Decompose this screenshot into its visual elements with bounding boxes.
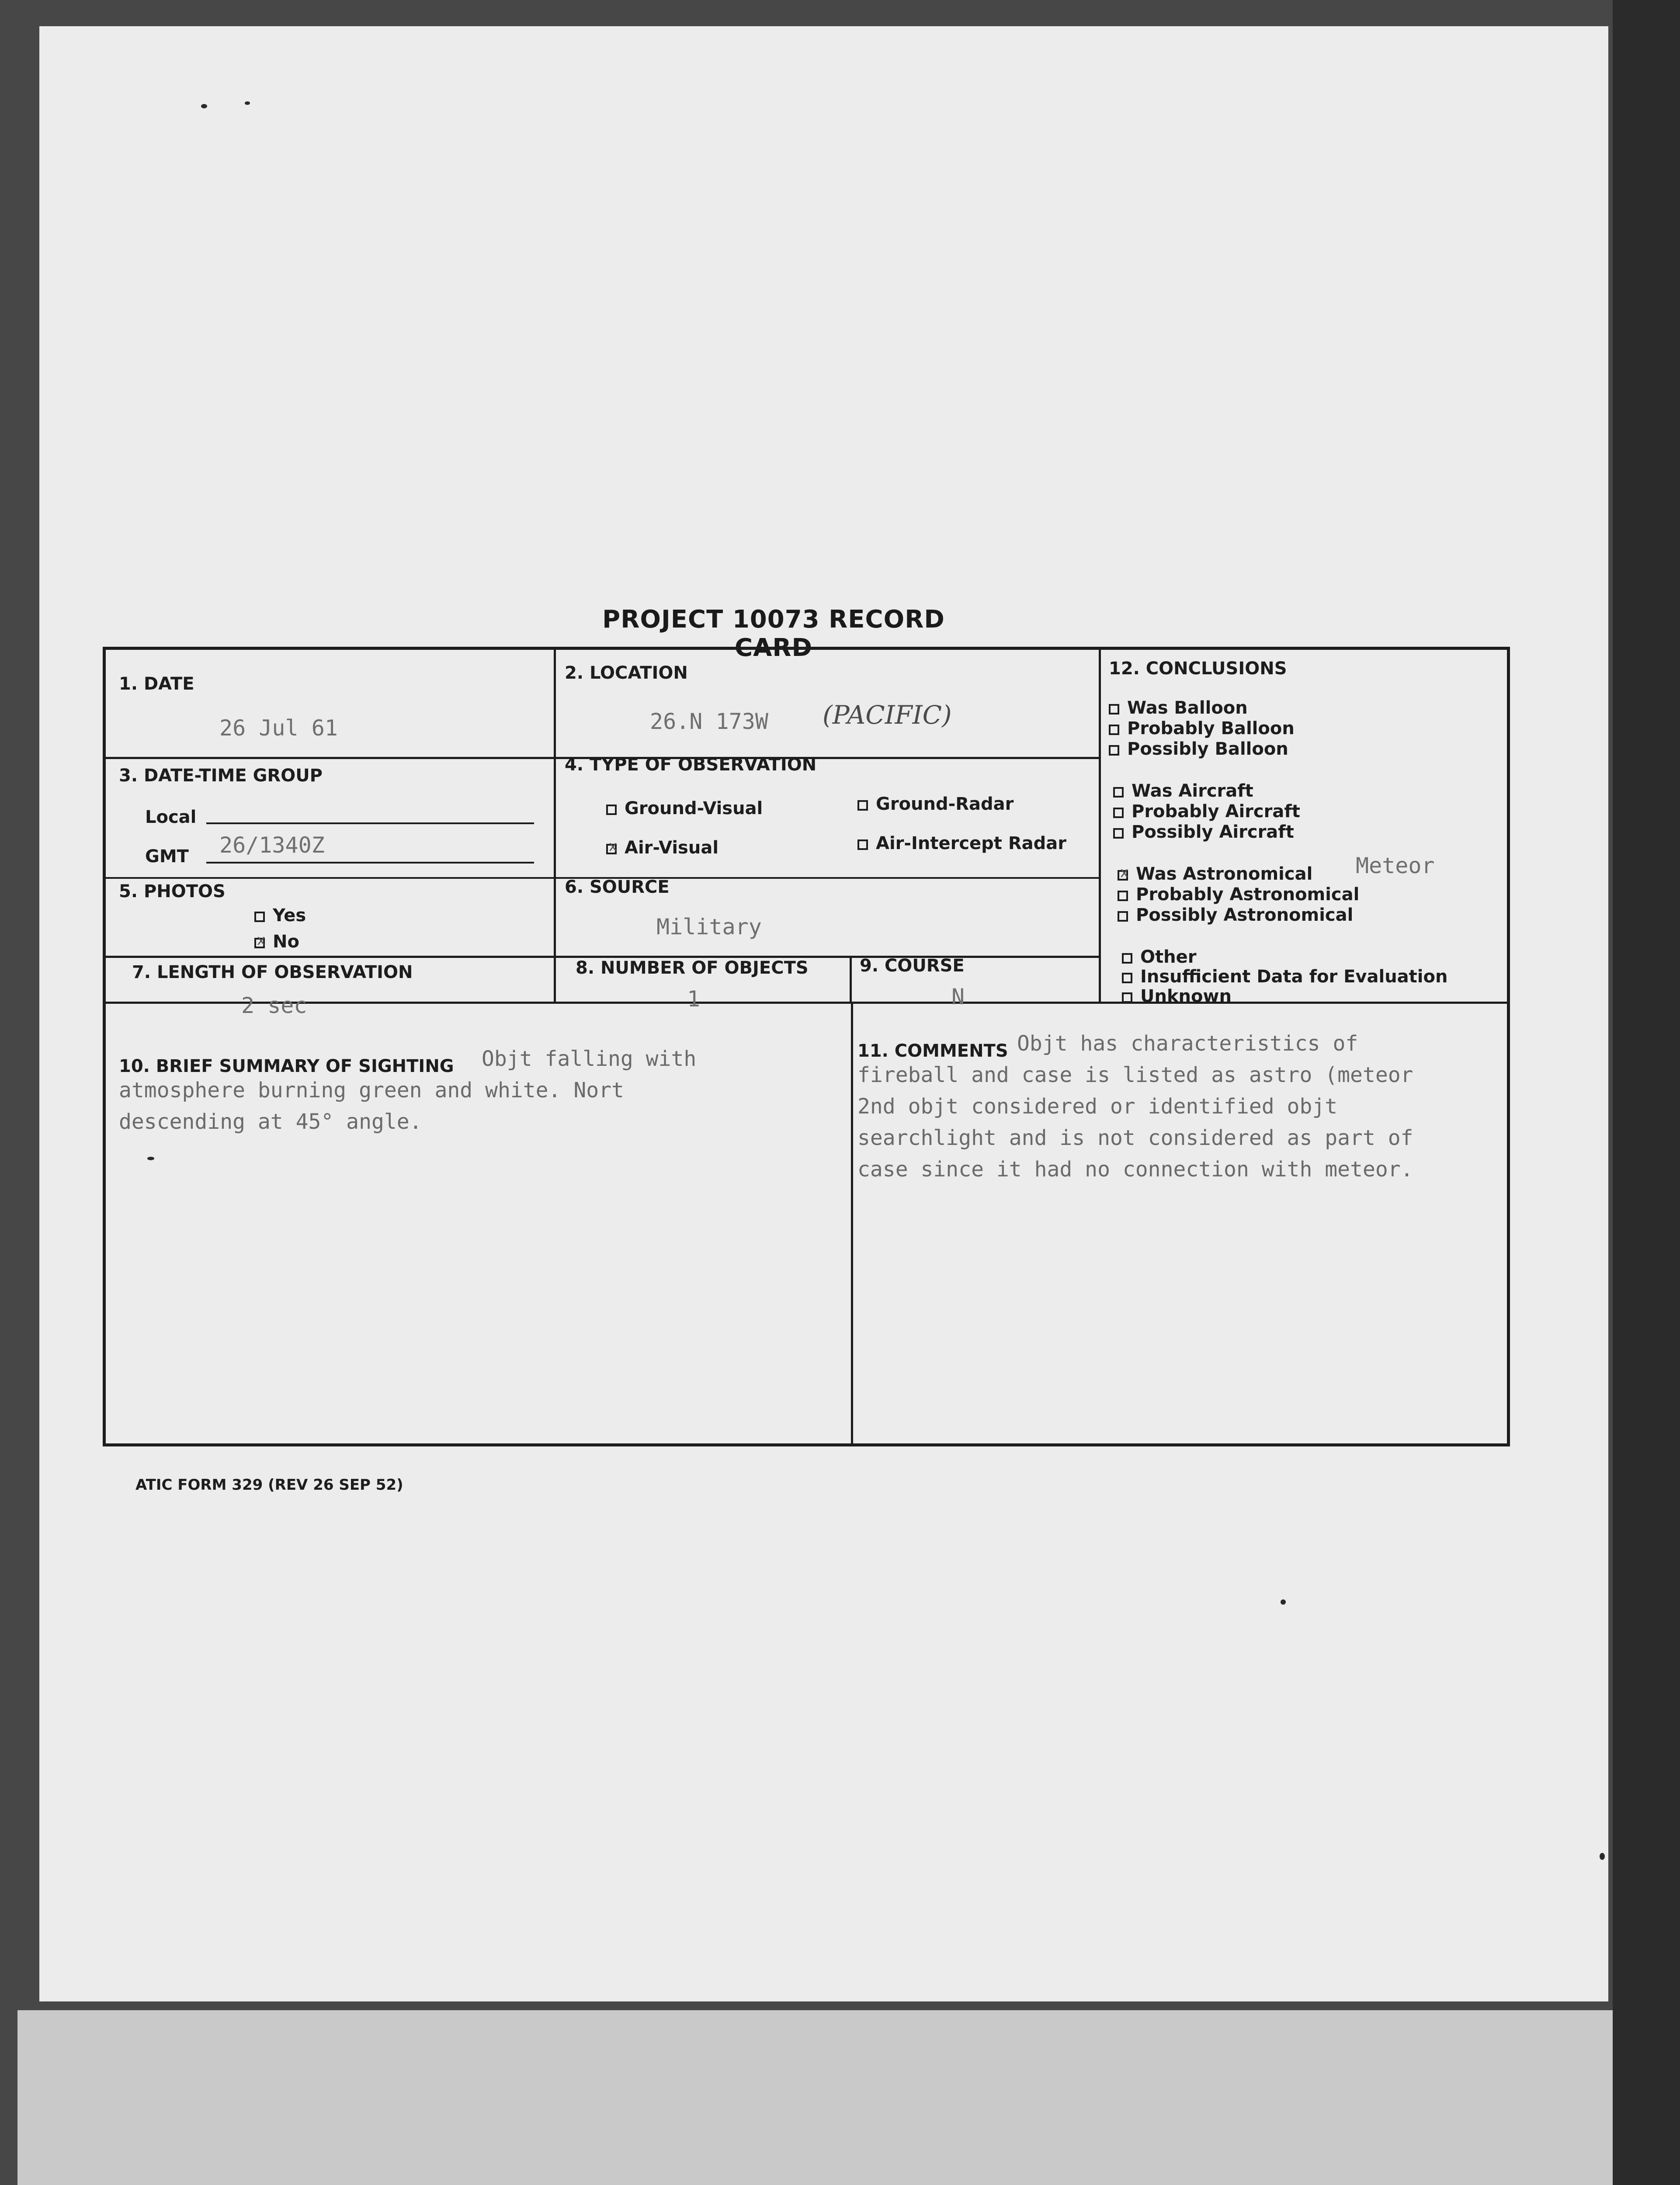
conclusion-probably-aircraft[interactable]: Probably Aircraft	[1113, 801, 1300, 822]
astro-note: Meteor	[1356, 853, 1435, 878]
divider	[851, 1002, 853, 1446]
checkbox-icon	[1113, 787, 1124, 798]
conclusion-probably-balloon[interactable]: Probably Balloon	[1109, 718, 1295, 739]
local-underline	[206, 822, 534, 824]
form-id: ATIC FORM 329 (REV 26 SEP 52)	[135, 1476, 403, 1494]
location-label: 2. LOCATION	[565, 663, 688, 683]
summary-line: descending at 45° angle.	[119, 1110, 422, 1134]
gmt-underline	[206, 862, 534, 864]
conclusion-was-balloon[interactable]: Was Balloon	[1109, 698, 1248, 718]
checkbox-icon	[857, 800, 868, 811]
photos-label: 5. PHOTOS	[119, 881, 226, 902]
date-value: 26 Jul 61	[219, 715, 338, 741]
local-label: Local	[145, 807, 197, 827]
checkbox-icon	[1109, 745, 1119, 756]
length-label: 7. LENGTH OF OBSERVATION	[132, 962, 413, 982]
dtg-label: 3. DATE-TIME GROUP	[119, 766, 323, 786]
location-annotation: (PACIFIC)	[823, 700, 952, 730]
comments-label: 11. COMMENTS	[857, 1041, 1008, 1061]
conclusion-was-aircraft[interactable]: Was Aircraft	[1113, 781, 1253, 801]
checkbox-icon	[1122, 973, 1132, 983]
comments-line: searchlight and is not considered as part of	[857, 1126, 1413, 1150]
speck	[147, 1157, 154, 1160]
card-title: PROJECT 10073 RECORD CARD	[602, 605, 945, 662]
comments-line: fireball and case is listed as astro (meteor	[857, 1063, 1413, 1087]
checked-box-icon	[254, 938, 265, 948]
source-value: Military	[656, 914, 762, 940]
conclusion-possibly-balloon[interactable]: Possibly Balloon	[1109, 739, 1288, 759]
conclusion-was-astronomical[interactable]: xWas Astronomical	[1118, 864, 1312, 884]
option-air-intercept-radar[interactable]: Air-Intercept Radar	[857, 833, 1066, 853]
conclusion-possibly-aircraft[interactable]: Possibly Aircraft	[1113, 822, 1294, 842]
record-card	[103, 647, 1510, 1446]
comments-line: 2nd objt considered or identified objt	[857, 1094, 1338, 1119]
observation-type-label: 4. TYPE OF OBSERVATION	[565, 755, 817, 775]
divider	[850, 956, 852, 1004]
checkbox-icon	[1122, 953, 1132, 964]
option-air-visual[interactable]: xAir-Visual	[606, 838, 719, 858]
length-value: 2 sec	[241, 993, 307, 1018]
checkbox-icon	[606, 805, 617, 815]
lower-sheet-edge	[17, 2010, 1635, 2185]
checkbox-icon	[1118, 891, 1128, 901]
summary-line: atmosphere burning green and white. Nort	[119, 1078, 624, 1103]
course-value: N	[951, 984, 965, 1009]
option-ground-radar[interactable]: Ground-Radar	[857, 794, 1014, 814]
conclusion-probably-astronomical[interactable]: Probably Astronomical	[1118, 884, 1359, 905]
conclusion-insufficient-data[interactable]: Insufficient Data for Evaluation	[1122, 967, 1447, 987]
source-label: 6. SOURCE	[565, 877, 670, 897]
checked-box-icon	[1118, 870, 1128, 881]
summary-label: 10. BRIEF SUMMARY OF SIGHTING	[119, 1056, 454, 1076]
date-label: 1. DATE	[119, 674, 194, 694]
checkbox-icon	[1113, 808, 1124, 818]
conclusion-other[interactable]: Other	[1122, 947, 1196, 967]
divider	[106, 1002, 1509, 1004]
photos-no[interactable]: xNo	[254, 932, 299, 952]
comments-line: Objt has characteristics of	[1017, 1031, 1358, 1056]
conclusion-possibly-astronomical[interactable]: Possibly Astronomical	[1118, 905, 1353, 925]
divider	[554, 650, 556, 1002]
conclusion-unknown[interactable]: Unknown	[1122, 986, 1232, 1006]
divider	[1099, 650, 1101, 1002]
speck	[1281, 1599, 1286, 1605]
checkbox-icon	[1109, 725, 1119, 735]
conclusions-label: 12. CONCLUSIONS	[1109, 659, 1287, 679]
checkbox-icon	[857, 839, 868, 850]
summary-line: Objt falling with	[482, 1047, 697, 1071]
gmt-label: GMT	[145, 846, 189, 867]
checkbox-icon	[1113, 828, 1124, 839]
location-value: 26.N 173W	[650, 709, 768, 734]
photos-yes[interactable]: Yes	[254, 905, 306, 926]
checked-box-icon	[606, 844, 617, 854]
gmt-value: 26/1340Z	[219, 832, 325, 858]
number-value: 1	[687, 986, 701, 1012]
speck	[201, 104, 207, 108]
number-label: 8. NUMBER OF OBJECTS	[576, 958, 809, 978]
checkbox-icon	[1118, 911, 1128, 922]
speck	[245, 101, 250, 105]
course-label: 9. COURSE	[860, 956, 965, 976]
checkbox-icon	[1109, 704, 1119, 714]
speck	[1600, 1853, 1605, 1860]
film-edge	[1613, 0, 1680, 2185]
checkbox-icon	[254, 912, 265, 922]
comments-line: case since it had no connection with meteor.	[857, 1157, 1413, 1182]
checkbox-icon	[1122, 992, 1132, 1003]
option-ground-visual[interactable]: Ground-Visual	[606, 798, 763, 819]
